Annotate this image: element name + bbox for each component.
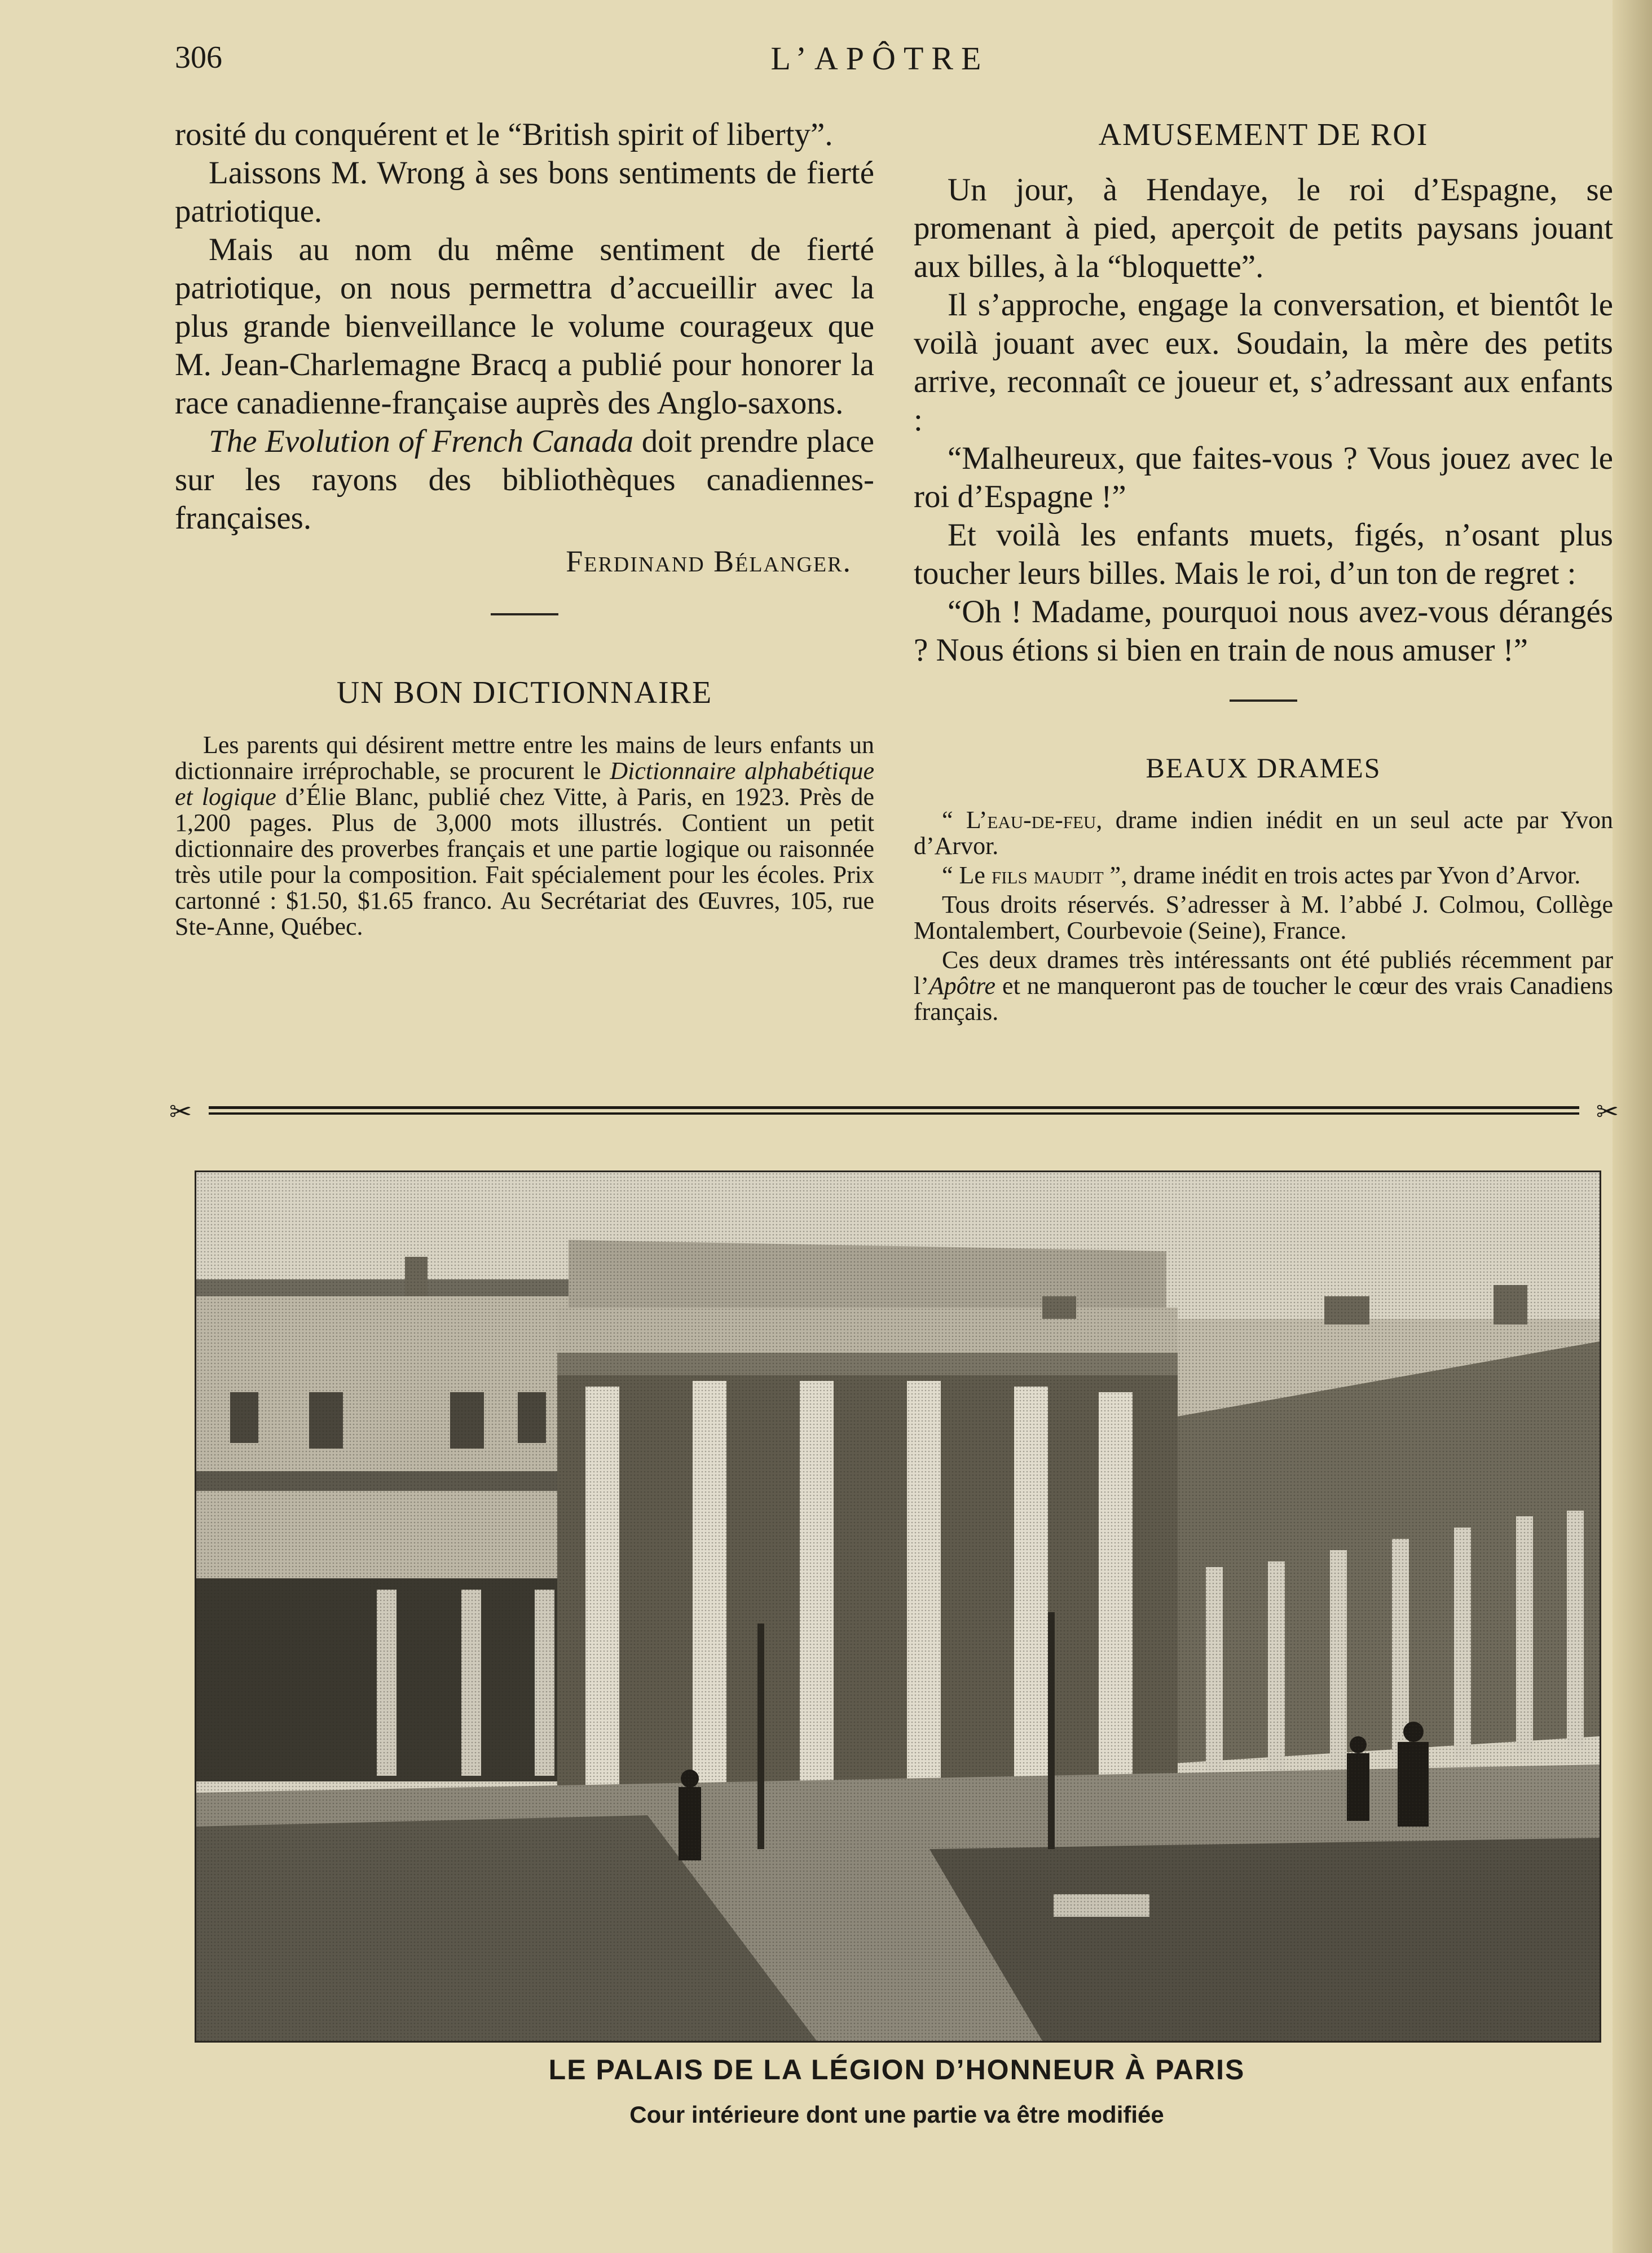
paragraph-text: Les parents qui désirent mettre entre les mains de leurs enfants un dictionnaire irréprochable, se procurent le bbox=[175, 731, 874, 785]
section-body bbox=[175, 732, 874, 940]
paragraph-text: “ L’ bbox=[942, 806, 988, 834]
book-title: The Evolution of French Canada bbox=[209, 424, 634, 459]
paragraph: Et voilà les enfants muets, figés, n’osant plus toucher leurs billes. Mais le roi, d’un ton de regret : bbox=[914, 517, 1613, 591]
short-rule bbox=[1230, 699, 1297, 702]
paragraph bbox=[914, 863, 1613, 888]
section-title: UN BON DICTIONNAIRE bbox=[336, 675, 713, 710]
paragraph-text: Ces deux drames très intéressants ont été publiés récemment par l’ bbox=[914, 946, 1613, 1000]
author-signature: Ferdinand Bélanger. bbox=[566, 544, 852, 578]
paragraph: Tous droits réservés. S’adresser à M. l’abbé J. Colmou, Collège Montalembert, Courbevoie (Seine), France. bbox=[914, 891, 1613, 944]
paragraph: Mais au nom du même sentiment de fierté patriotique, on nous permettra d’accueillir avec la plus grande bienveillance le volume courageux que M. Jean-Charlemagne Bracq a publié pour honorer la race canadienne-française auprès des Anglo-saxons. bbox=[175, 232, 874, 421]
paragraph-text: et ne manqueront pas de toucher le cœur des vrais Canadiens français. bbox=[914, 972, 1613, 1026]
paragraph-text: ”, drame inédit en trois actes par Yvon d’Arvor. bbox=[1103, 861, 1581, 889]
paragraph bbox=[175, 732, 874, 940]
paragraph: rosité du conquérent et le “British spirit of liberty”. bbox=[175, 117, 833, 152]
separator bbox=[914, 670, 1613, 732]
paragraph bbox=[175, 423, 874, 538]
page-header bbox=[175, 39, 1585, 85]
play-title: eau-de-feu bbox=[987, 806, 1096, 834]
paragraph: “Oh ! Madame, pourquoi nous avez-vous dérangés ? Nous étions si bien en train de nous amuser !” bbox=[914, 594, 1613, 668]
double-rule-bottom bbox=[209, 1112, 1579, 1115]
page-number: 306 bbox=[175, 40, 222, 75]
paragraph-text: doit prendre place sur les rayons des bibliothèques canadiennes-françaises. bbox=[175, 424, 875, 536]
paragraph: Laissons M. Wrong à ses bons sentiments de fierté patriotique. bbox=[175, 155, 874, 229]
section-title: AMUSEMENT DE ROI bbox=[1098, 117, 1429, 152]
paragraph: Il s’approche, engage la conversation, et bientôt le voilà jouant avec eux. Soudain, la mère des petits arrive, reconnaît ce joueur et, s’adressant aux enfants : bbox=[914, 287, 1613, 438]
journal-title: Apôtre bbox=[928, 972, 996, 1000]
scissors-ornament-icon: ✂ bbox=[169, 1097, 192, 1127]
paragraph: Un jour, à Hendaye, le roi d’Espagne, se promenant à pied, aperçoit de petits paysans jouant aux billes, à la “bloquette”. bbox=[914, 172, 1613, 284]
photo-illustration bbox=[196, 1172, 1600, 2041]
palace-photograph bbox=[195, 1170, 1601, 2043]
left-column bbox=[175, 116, 874, 940]
paragraph-text: , drame indien inédit en un seul acte par Yvon d’Arvor. bbox=[914, 806, 1613, 860]
running-title: L’APÔTRE bbox=[770, 40, 989, 77]
section-body bbox=[914, 807, 1613, 1025]
separator bbox=[175, 580, 874, 648]
short-rule bbox=[491, 613, 558, 615]
ornamental-divider bbox=[169, 1097, 1619, 1127]
paragraph-text: “ Le bbox=[942, 861, 992, 889]
photo-caption-title: LE PALAIS DE LA LÉGION D’HONNEUR À PARIS bbox=[548, 2054, 1245, 2085]
photo-caption-subtitle: Cour intérieure dont une partie va être modifiée bbox=[629, 2101, 1164, 2128]
book-title: Dictionnaire alphabétique et logique bbox=[175, 757, 874, 811]
paragraph: “Malheureux, que faites-vous ? Vous jouez avec le roi d’Espagne !” bbox=[914, 441, 1613, 514]
paragraph bbox=[914, 947, 1613, 1025]
paragraph-text: d’Élie Blanc, publié chez Vitte, à Paris, en 1923. Près de 1,200 pages. Plus de 3,000 mots illustrés. Contient un petit dictionnaire des proverbes français et une partie logique ou raisonnée très utile pour la composition. Fait spécialement pour les écoles. Prix cartonné : $1.50, $1.65 franco. Au Secrétariat des Œuvres, 105, rue Ste-Anne, Québec. bbox=[175, 783, 875, 940]
double-rule-top bbox=[209, 1106, 1579, 1109]
beaux-drames-section bbox=[914, 749, 1613, 1025]
dictionnaire-section bbox=[175, 674, 874, 940]
right-column bbox=[914, 116, 1613, 1025]
play-title: fils maudit bbox=[991, 861, 1104, 889]
paragraph bbox=[914, 807, 1613, 859]
scissors-ornament-icon: ✂ bbox=[1596, 1097, 1619, 1127]
section-title: BEAUX DRAMES bbox=[1146, 752, 1381, 784]
